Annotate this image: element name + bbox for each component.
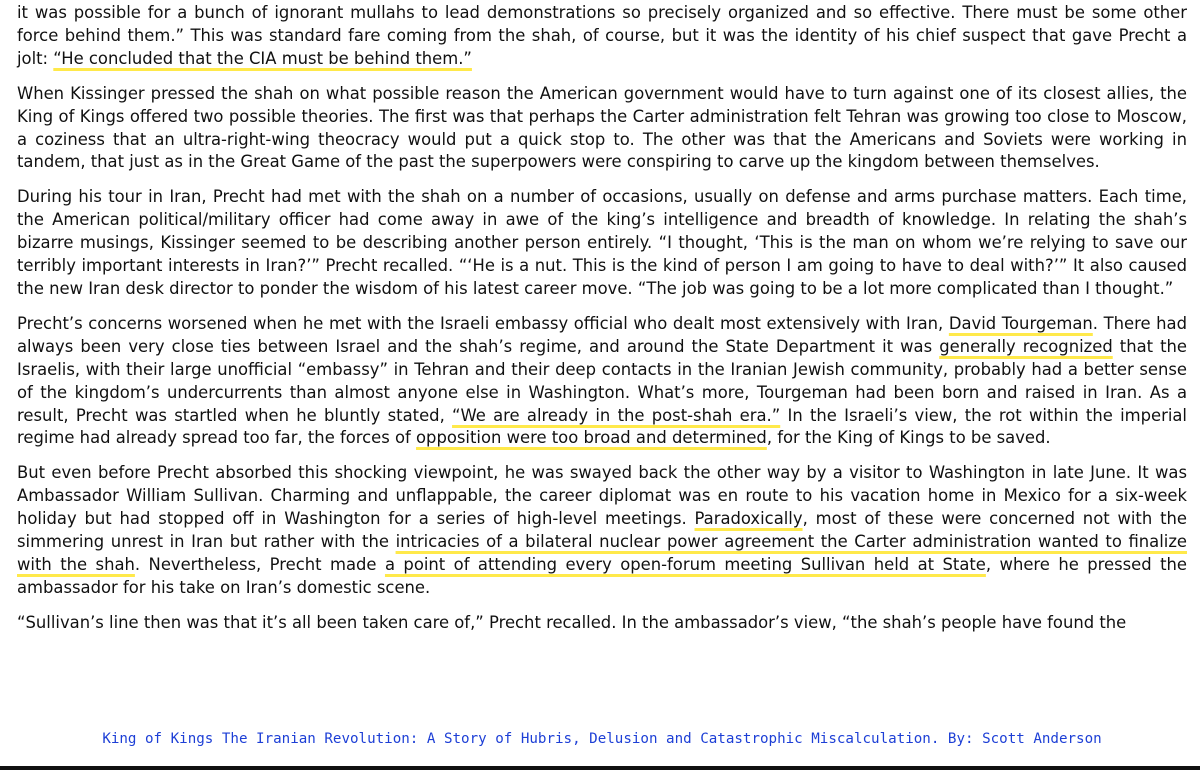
paragraph [17,313,1187,450]
source-citation: King of Kings The Iranian Revolution: A Story of Hubris, Delusion and Catastrophic Miscalculation. By: Scott Anderson [102,731,1102,747]
paragraph [17,462,1187,599]
highlighted-text: Paradoxically [694,509,803,529]
text-segment: . Nevertheless, Precht made [134,554,385,574]
text-segment: But even before Precht absorbed this shocking viewpoint, he was swayed back the other way by a visitor to Washington in late June. It was Ambassador William Sullivan. Charming and unflappable, the career diplomat was en route to his vacation home in Mexico for a six-week holiday but had stopped off in Washington for a series of high-level meetings. [17,463,1187,529]
text-segment: In the Israeli’s view, the rot within the imperial regime had already spread too far, the forces of [17,405,1187,448]
text-segment: it was possible for a bunch of ignorant mullahs to lead demonstrations so precisely organized and so effective. There must be some other force behind them.” This was standard fare coming from the shah, of course, but it was the identity of his chief suspect that gave Precht a jolt: [17,3,1187,68]
highlighted-text: generally recognized [939,336,1113,356]
text-segment: When Kissinger pressed the shah on what possible reason the American government would have to turn against one of its closest allies, the King of Kings offered two possible theories. The first was that perhaps the Carter administration felt Tehran was growing too close to Moscow, a coziness that an ultra-right-wing theocracy would put a quick stop to. The other was that the Americans and Soviets were working in tandem, that just as in the Great Game of the past the superpowers were conspiring to carve up the kingdom between themselves. [17,83,1187,172]
highlighted-text: a point of attending every open-forum meeting Sullivan held at State [384,554,986,574]
text-segment: that the Israelis, with their large unofficial “embassy” in Tehran and their deep contacts in the Iranian Jewish community, probably had a better sense of the kingdom’s undercurrents than almost anyone else in Washington. What’s more, Tourgeman had been born and raised in Iran. As a result, Precht was startled when he bluntly stated, [17,336,1188,425]
paragraph [17,612,1187,635]
text-segment: . There had always been very close ties between Israel and the shah’s regime, and around the State Department it was [17,313,1188,356]
text-segment: During his tour in Iran, Precht had met with the shah on a number of occasions, usually on defense and arms purchase matters. Each time, the American political/military officer had come away in awe of the king’s intelligence and breadth of knowledge. In relating the shah’s bizarre musings, Kissinger seemed to be describing another person entirely. “I thought, ‘This is the man on whom we’re relying to save our terribly important interests in Iran?’” Precht recalled. “‘He is a nut. This is the kind of person I am going to have to deal with?’” It also caused the new Iran desk director to ponder the wisdom of his latest career move. “The job was going to be a lot more complicated than I thought.” [17,187,1187,298]
text-segment: , where he pressed the ambassador for his take on Iran’s domestic scene. [17,554,1187,597]
paragraph [17,2,1187,71]
text-segment: Precht’s concerns worsened when he met with the Israeli embassy official who dealt most extensively with Iran, [17,313,949,333]
paragraph [17,83,1187,175]
text-segment: “Sullivan’s line then was that it’s all been taken care of,” Precht recalled. In the ambassador’s view, “the shah’s people have found the [17,612,1127,632]
paragraph [17,186,1187,301]
highlighted-text: opposition were too broad and determined [416,428,767,448]
bottom-divider [0,766,1200,770]
text-segment: , most of these were concerned not with the simmering unrest in Iran but rather with the [17,509,1187,552]
highlighted-text: “He concluded that the CIA must be behind them.” [53,48,472,68]
highlighted-text: intricacies of a bilateral nuclear power agreement the Carter administration wanted to finalize with the shah [17,532,1188,574]
text-segment: , for the King of Kings to be saved. [766,428,1051,448]
book-excerpt [17,2,1188,747]
highlighted-text: “We are already in the post-shah era.” [452,405,781,425]
highlighted-text: David Tourgeman [948,313,1093,333]
